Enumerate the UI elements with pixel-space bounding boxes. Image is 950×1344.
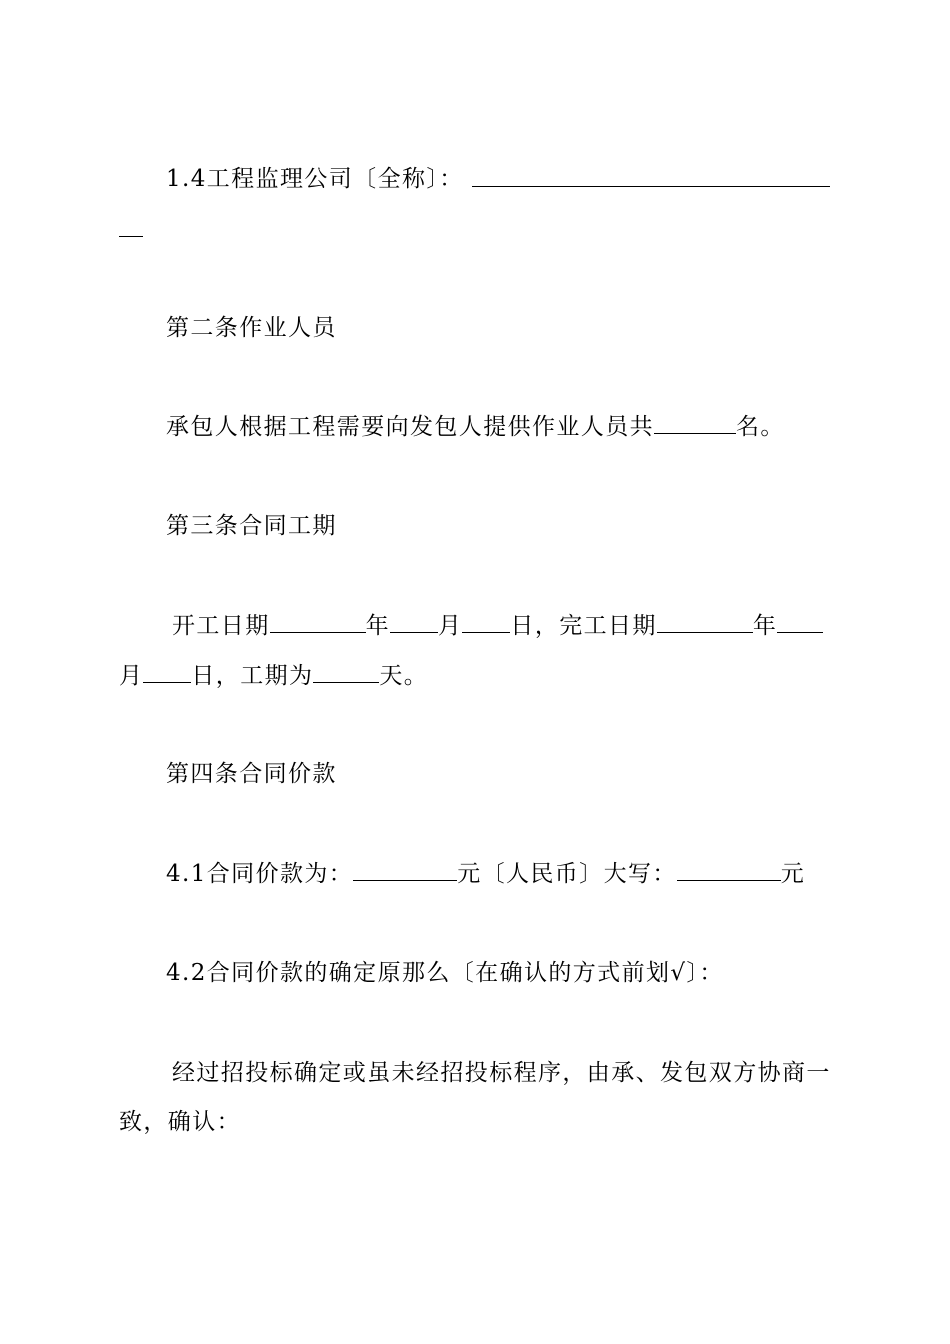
start-month-blank <box>390 614 438 633</box>
price-principle-line: 4.2合同价款的确定原那么〔在确认的方式前划√〕： <box>166 960 724 986</box>
supervision-company-blank <box>472 186 830 187</box>
last-paragraph-line-2: 致，确认： <box>119 1109 241 1135</box>
article-3-heading: 第三条合同工期 <box>166 513 337 539</box>
start-year-blank <box>270 614 366 633</box>
article-2-paragraph: 承包人根据工程需要向发包人提供作业人员共 名。 <box>166 414 785 440</box>
contract-period-line-2: 月 日，工期为 天。 <box>119 663 429 689</box>
end-month-blank-start <box>777 614 823 633</box>
article-2-heading: 第二条作业人员 <box>166 315 337 341</box>
end-year-blank <box>657 614 753 633</box>
contract-period-line-1: 开工日期 年 月 日，完工日期 年 <box>172 611 823 641</box>
contract-price-line: 4.1合同价款为： 元〔人民币〕大写： 元 <box>166 861 806 887</box>
duration-days-blank <box>313 664 379 683</box>
supervision-company-blank-continued <box>119 236 143 237</box>
price-capital-blank <box>677 862 781 881</box>
start-day-blank <box>462 614 510 633</box>
article-4-heading: 第四条合同价款 <box>166 761 337 787</box>
supervision-company-label: 1.4工程监理公司〔全称〕： <box>166 166 464 192</box>
price-amount-blank <box>353 862 457 881</box>
last-paragraph-line-1: 经过招投标确定或虽未经招投标程序，由承、发包双方协商一 <box>172 1060 831 1086</box>
supervision-company-line <box>166 164 464 194</box>
end-day-blank <box>143 664 191 683</box>
worker-count-blank <box>654 415 736 434</box>
